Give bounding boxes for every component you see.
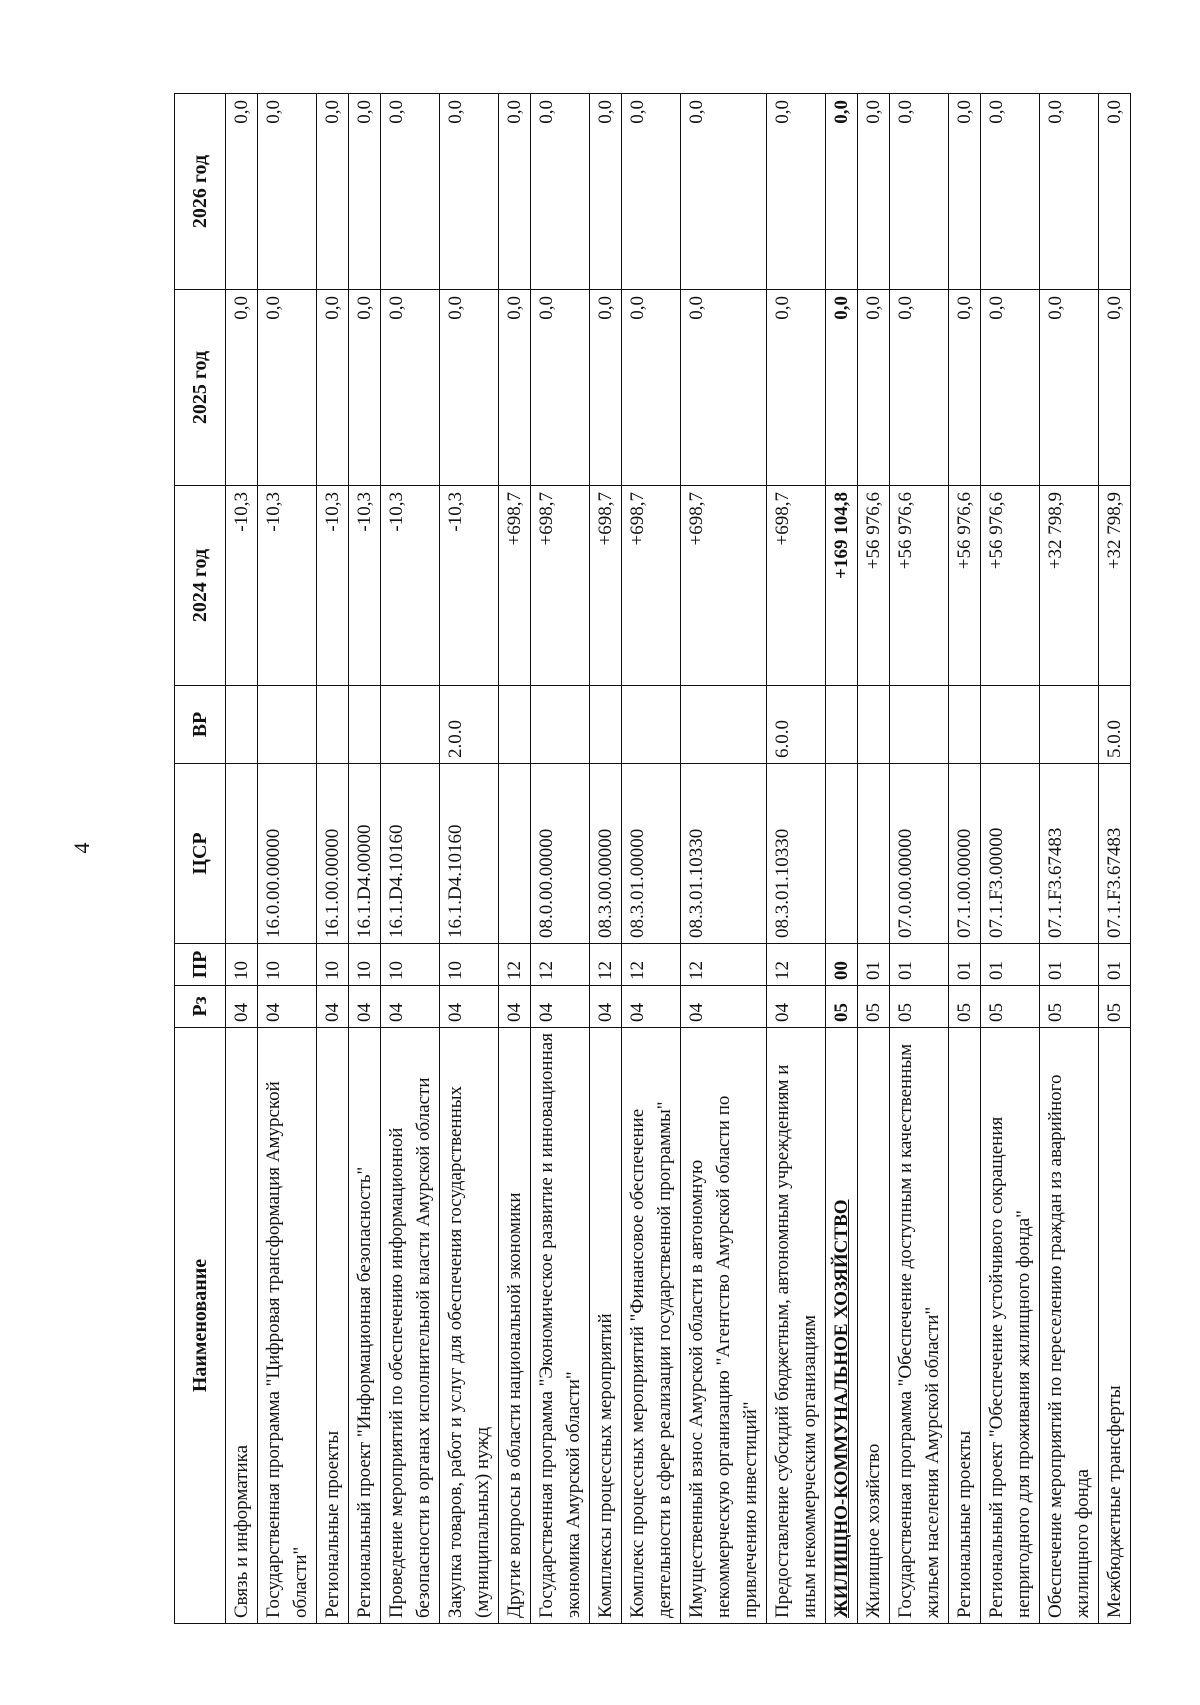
cell-pr: 01	[858, 944, 890, 986]
cell-vr	[258, 686, 317, 764]
cell-vr	[499, 686, 531, 764]
table-row	[349, 94, 381, 1624]
cell-pr: 12	[767, 944, 826, 986]
cell-rz: 04	[499, 986, 531, 1028]
cell-value-2026: 0,0	[767, 94, 826, 290]
cell-csr: 08.3.01.00000	[622, 764, 681, 944]
budget-table	[174, 93, 1131, 1624]
cell-vr	[381, 686, 440, 764]
cell-pr: 01	[1040, 944, 1099, 986]
cell-pr: 12	[590, 944, 622, 986]
cell-name: Другие вопросы в области национальной экономики	[499, 1028, 531, 1624]
cell-csr: 08.3.01.10330	[681, 764, 767, 944]
cell-value-2026: 0,0	[590, 94, 622, 290]
header-row	[175, 94, 226, 1624]
cell-value-2026: 0,0	[681, 94, 767, 290]
cell-name: Государственная программа "Обеспечение доступным и качественным жильем населения Амурской области"	[890, 1028, 949, 1624]
cell-value-2024: -10,3	[440, 486, 499, 686]
cell-value-2026: 0,0	[826, 94, 858, 290]
cell-rz: 04	[317, 986, 349, 1028]
cell-vr	[622, 686, 681, 764]
cell-csr: 07.1.F3.67483	[1099, 764, 1131, 944]
cell-rz: 04	[622, 986, 681, 1028]
table-row	[981, 94, 1040, 1624]
cell-name: Региональные проекты	[317, 1028, 349, 1624]
cell-value-2026: 0,0	[531, 94, 590, 290]
cell-value-2024: +32 798,9	[1040, 486, 1099, 686]
table-row	[767, 94, 826, 1624]
cell-name: Жилищное хозяйство	[858, 1028, 890, 1624]
cell-vr	[949, 686, 981, 764]
page-number: 4	[69, 842, 94, 854]
table-row	[826, 94, 858, 1624]
cell-csr	[499, 764, 531, 944]
cell-vr	[226, 686, 258, 764]
table-row	[949, 94, 981, 1624]
cell-csr	[226, 764, 258, 944]
cell-vr	[1040, 686, 1099, 764]
cell-rz: 05	[858, 986, 890, 1028]
cell-name: Проведение мероприятий по обеспечению информационной безопасности в органах исполнительной власти Амурской области	[381, 1028, 440, 1624]
cell-vr	[826, 686, 858, 764]
cell-rz: 04	[258, 986, 317, 1028]
cell-csr: 16.1.D4.10160	[440, 764, 499, 944]
cell-vr	[590, 686, 622, 764]
header-2025: 2025 год	[175, 290, 226, 486]
cell-rz: 04	[381, 986, 440, 1028]
cell-value-2024: +56 976,6	[949, 486, 981, 686]
cell-value-2024: +698,7	[622, 486, 681, 686]
cell-value-2024: +698,7	[531, 486, 590, 686]
cell-vr: 5.0.0	[1099, 686, 1131, 764]
cell-value-2026: 0,0	[440, 94, 499, 290]
cell-pr: 10	[440, 944, 499, 986]
cell-name: Региональный проект "Обеспечение устойчивого сокращения непригодного для проживания жилищного фонда"	[981, 1028, 1040, 1624]
cell-csr: 16.1.00.00000	[317, 764, 349, 944]
cell-value-2024: +698,7	[499, 486, 531, 686]
cell-rz: 04	[767, 986, 826, 1028]
cell-rz: 04	[349, 986, 381, 1028]
rotated-table-container	[174, 94, 1125, 1624]
table-row	[622, 94, 681, 1624]
table-row	[226, 94, 258, 1624]
cell-value-2024: -10,3	[226, 486, 258, 686]
cell-name: Комплексы процессных мероприятий	[590, 1028, 622, 1624]
cell-value-2024: +56 976,6	[890, 486, 949, 686]
cell-value-2025: 0,0	[590, 290, 622, 486]
table-row	[681, 94, 767, 1624]
table-row	[1099, 94, 1131, 1624]
cell-pr: 10	[317, 944, 349, 986]
cell-value-2024: -10,3	[381, 486, 440, 686]
cell-pr: 00	[826, 944, 858, 986]
table-row	[499, 94, 531, 1624]
cell-rz: 05	[981, 986, 1040, 1028]
cell-value-2026: 0,0	[349, 94, 381, 290]
table-row	[317, 94, 349, 1624]
cell-value-2024: +698,7	[681, 486, 767, 686]
cell-pr: 10	[349, 944, 381, 986]
cell-value-2026: 0,0	[890, 94, 949, 290]
cell-pr: 12	[681, 944, 767, 986]
table-row	[590, 94, 622, 1624]
cell-rz: 04	[440, 986, 499, 1028]
cell-rz: 05	[890, 986, 949, 1028]
header-rz: Рз	[175, 986, 226, 1028]
cell-name: Связь и информатика	[226, 1028, 258, 1624]
cell-vr	[531, 686, 590, 764]
cell-value-2026: 0,0	[381, 94, 440, 290]
cell-name: Межбюджетные трансферты	[1099, 1028, 1131, 1624]
cell-rz: 04	[226, 986, 258, 1028]
cell-pr: 01	[949, 944, 981, 986]
cell-name: ЖИЛИЩНО-КОММУНАЛЬНОЕ ХОЗЯЙСТВО	[826, 1028, 858, 1624]
table-row	[381, 94, 440, 1624]
cell-csr: 08.0.00.00000	[531, 764, 590, 944]
cell-value-2024: +698,7	[767, 486, 826, 686]
cell-rz: 05	[1099, 986, 1131, 1028]
cell-value-2025: 0,0	[317, 290, 349, 486]
cell-csr: 08.3.00.00000	[590, 764, 622, 944]
cell-csr	[826, 764, 858, 944]
cell-value-2025: 0,0	[767, 290, 826, 486]
cell-name: Обеспечение мероприятий по переселению граждан из аварийного жилищного фонда	[1040, 1028, 1099, 1624]
cell-csr: 07.1.00.00000	[949, 764, 981, 944]
header-2026: 2026 год	[175, 94, 226, 290]
header-vr: ВР	[175, 686, 226, 764]
cell-value-2024: +56 976,6	[981, 486, 1040, 686]
table-body	[226, 94, 1131, 1624]
cell-pr: 01	[981, 944, 1040, 986]
cell-name: Имущественный взнос Амурской области в автономную некоммерческую организацию "Агентство Амурской области по привлечению инвестиций"	[681, 1028, 767, 1624]
cell-value-2024: -10,3	[258, 486, 317, 686]
table-row	[858, 94, 890, 1624]
cell-value-2025: 0,0	[381, 290, 440, 486]
cell-pr: 12	[531, 944, 590, 986]
cell-name: Государственная программа "Цифровая трансформация Амурской области"	[258, 1028, 317, 1624]
cell-rz: 04	[531, 986, 590, 1028]
cell-name: Предоставление субсидий бюджетным, автономным учреждениям и иным некоммерческим организациям	[767, 1028, 826, 1624]
cell-value-2024: +56 976,6	[858, 486, 890, 686]
cell-value-2025: 0,0	[1040, 290, 1099, 486]
cell-value-2025: 0,0	[681, 290, 767, 486]
cell-pr: 10	[381, 944, 440, 986]
cell-csr: 16.1.D4.10160	[381, 764, 440, 944]
header-2024: 2024 год	[175, 486, 226, 686]
cell-name: Комплекс процессных мероприятий "Финансовое обеспечение деятельности в сфере реализации государственной программы"	[622, 1028, 681, 1624]
cell-vr	[890, 686, 949, 764]
header-pr: ПР	[175, 944, 226, 986]
cell-vr	[981, 686, 1040, 764]
table-row	[258, 94, 317, 1624]
cell-value-2025: 0,0	[226, 290, 258, 486]
cell-value-2024: +698,7	[590, 486, 622, 686]
cell-value-2025: 0,0	[622, 290, 681, 486]
cell-vr	[349, 686, 381, 764]
cell-value-2024: +32 798,9	[1099, 486, 1131, 686]
cell-value-2024: -10,3	[349, 486, 381, 686]
cell-value-2026: 0,0	[949, 94, 981, 290]
cell-rz: 05	[949, 986, 981, 1028]
cell-vr	[317, 686, 349, 764]
cell-name: Региональный проект "Информационная безопасность"	[349, 1028, 381, 1624]
cell-value-2026: 0,0	[1040, 94, 1099, 290]
table-row	[531, 94, 590, 1624]
cell-csr: 16.0.00.00000	[258, 764, 317, 944]
header-name: Наименование	[175, 1028, 226, 1624]
cell-value-2026: 0,0	[622, 94, 681, 290]
cell-value-2025: 0,0	[258, 290, 317, 486]
cell-csr: 07.0.00.00000	[890, 764, 949, 944]
cell-pr: 01	[1099, 944, 1131, 986]
cell-pr: 10	[226, 944, 258, 986]
cell-value-2026: 0,0	[258, 94, 317, 290]
header-csr: ЦСР	[175, 764, 226, 944]
cell-rz: 04	[590, 986, 622, 1028]
cell-name: Региональные проекты	[949, 1028, 981, 1624]
cell-pr: 12	[499, 944, 531, 986]
cell-value-2026: 0,0	[226, 94, 258, 290]
cell-vr	[858, 686, 890, 764]
table-row	[890, 94, 949, 1624]
cell-vr: 2.0.0	[440, 686, 499, 764]
cell-value-2025: 0,0	[531, 290, 590, 486]
cell-name: Государственная программа "Экономическое развитие и инновационная экономика Амурской области"	[531, 1028, 590, 1624]
cell-value-2025: 0,0	[1099, 290, 1131, 486]
cell-value-2025: 0,0	[858, 290, 890, 486]
cell-value-2024: -10,3	[317, 486, 349, 686]
cell-vr	[681, 686, 767, 764]
cell-rz: 05	[1040, 986, 1099, 1028]
cell-value-2025: 0,0	[826, 290, 858, 486]
cell-value-2026: 0,0	[1099, 94, 1131, 290]
cell-value-2026: 0,0	[981, 94, 1040, 290]
cell-value-2025: 0,0	[949, 290, 981, 486]
cell-value-2024: +169 104,8	[826, 486, 858, 686]
cell-csr: 07.1.F3.67483	[1040, 764, 1099, 944]
cell-value-2025: 0,0	[349, 290, 381, 486]
cell-value-2026: 0,0	[317, 94, 349, 290]
cell-name: Закупка товаров, работ и услуг для обеспечения государственных (муниципальных) нужд	[440, 1028, 499, 1624]
cell-csr: 07.1.F3.00000	[981, 764, 1040, 944]
cell-value-2026: 0,0	[499, 94, 531, 290]
cell-pr: 10	[258, 944, 317, 986]
cell-value-2025: 0,0	[440, 290, 499, 486]
cell-rz: 05	[826, 986, 858, 1028]
cell-csr	[858, 764, 890, 944]
cell-value-2026: 0,0	[858, 94, 890, 290]
cell-csr: 16.1.D4.00000	[349, 764, 381, 944]
cell-pr: 12	[622, 944, 681, 986]
cell-value-2025: 0,0	[981, 290, 1040, 486]
cell-rz: 04	[681, 986, 767, 1028]
cell-value-2025: 0,0	[890, 290, 949, 486]
table-row	[1040, 94, 1099, 1624]
cell-value-2025: 0,0	[499, 290, 531, 486]
cell-vr: 6.0.0	[767, 686, 826, 764]
cell-csr: 08.3.01.10330	[767, 764, 826, 944]
table-row	[440, 94, 499, 1624]
cell-pr: 01	[890, 944, 949, 986]
